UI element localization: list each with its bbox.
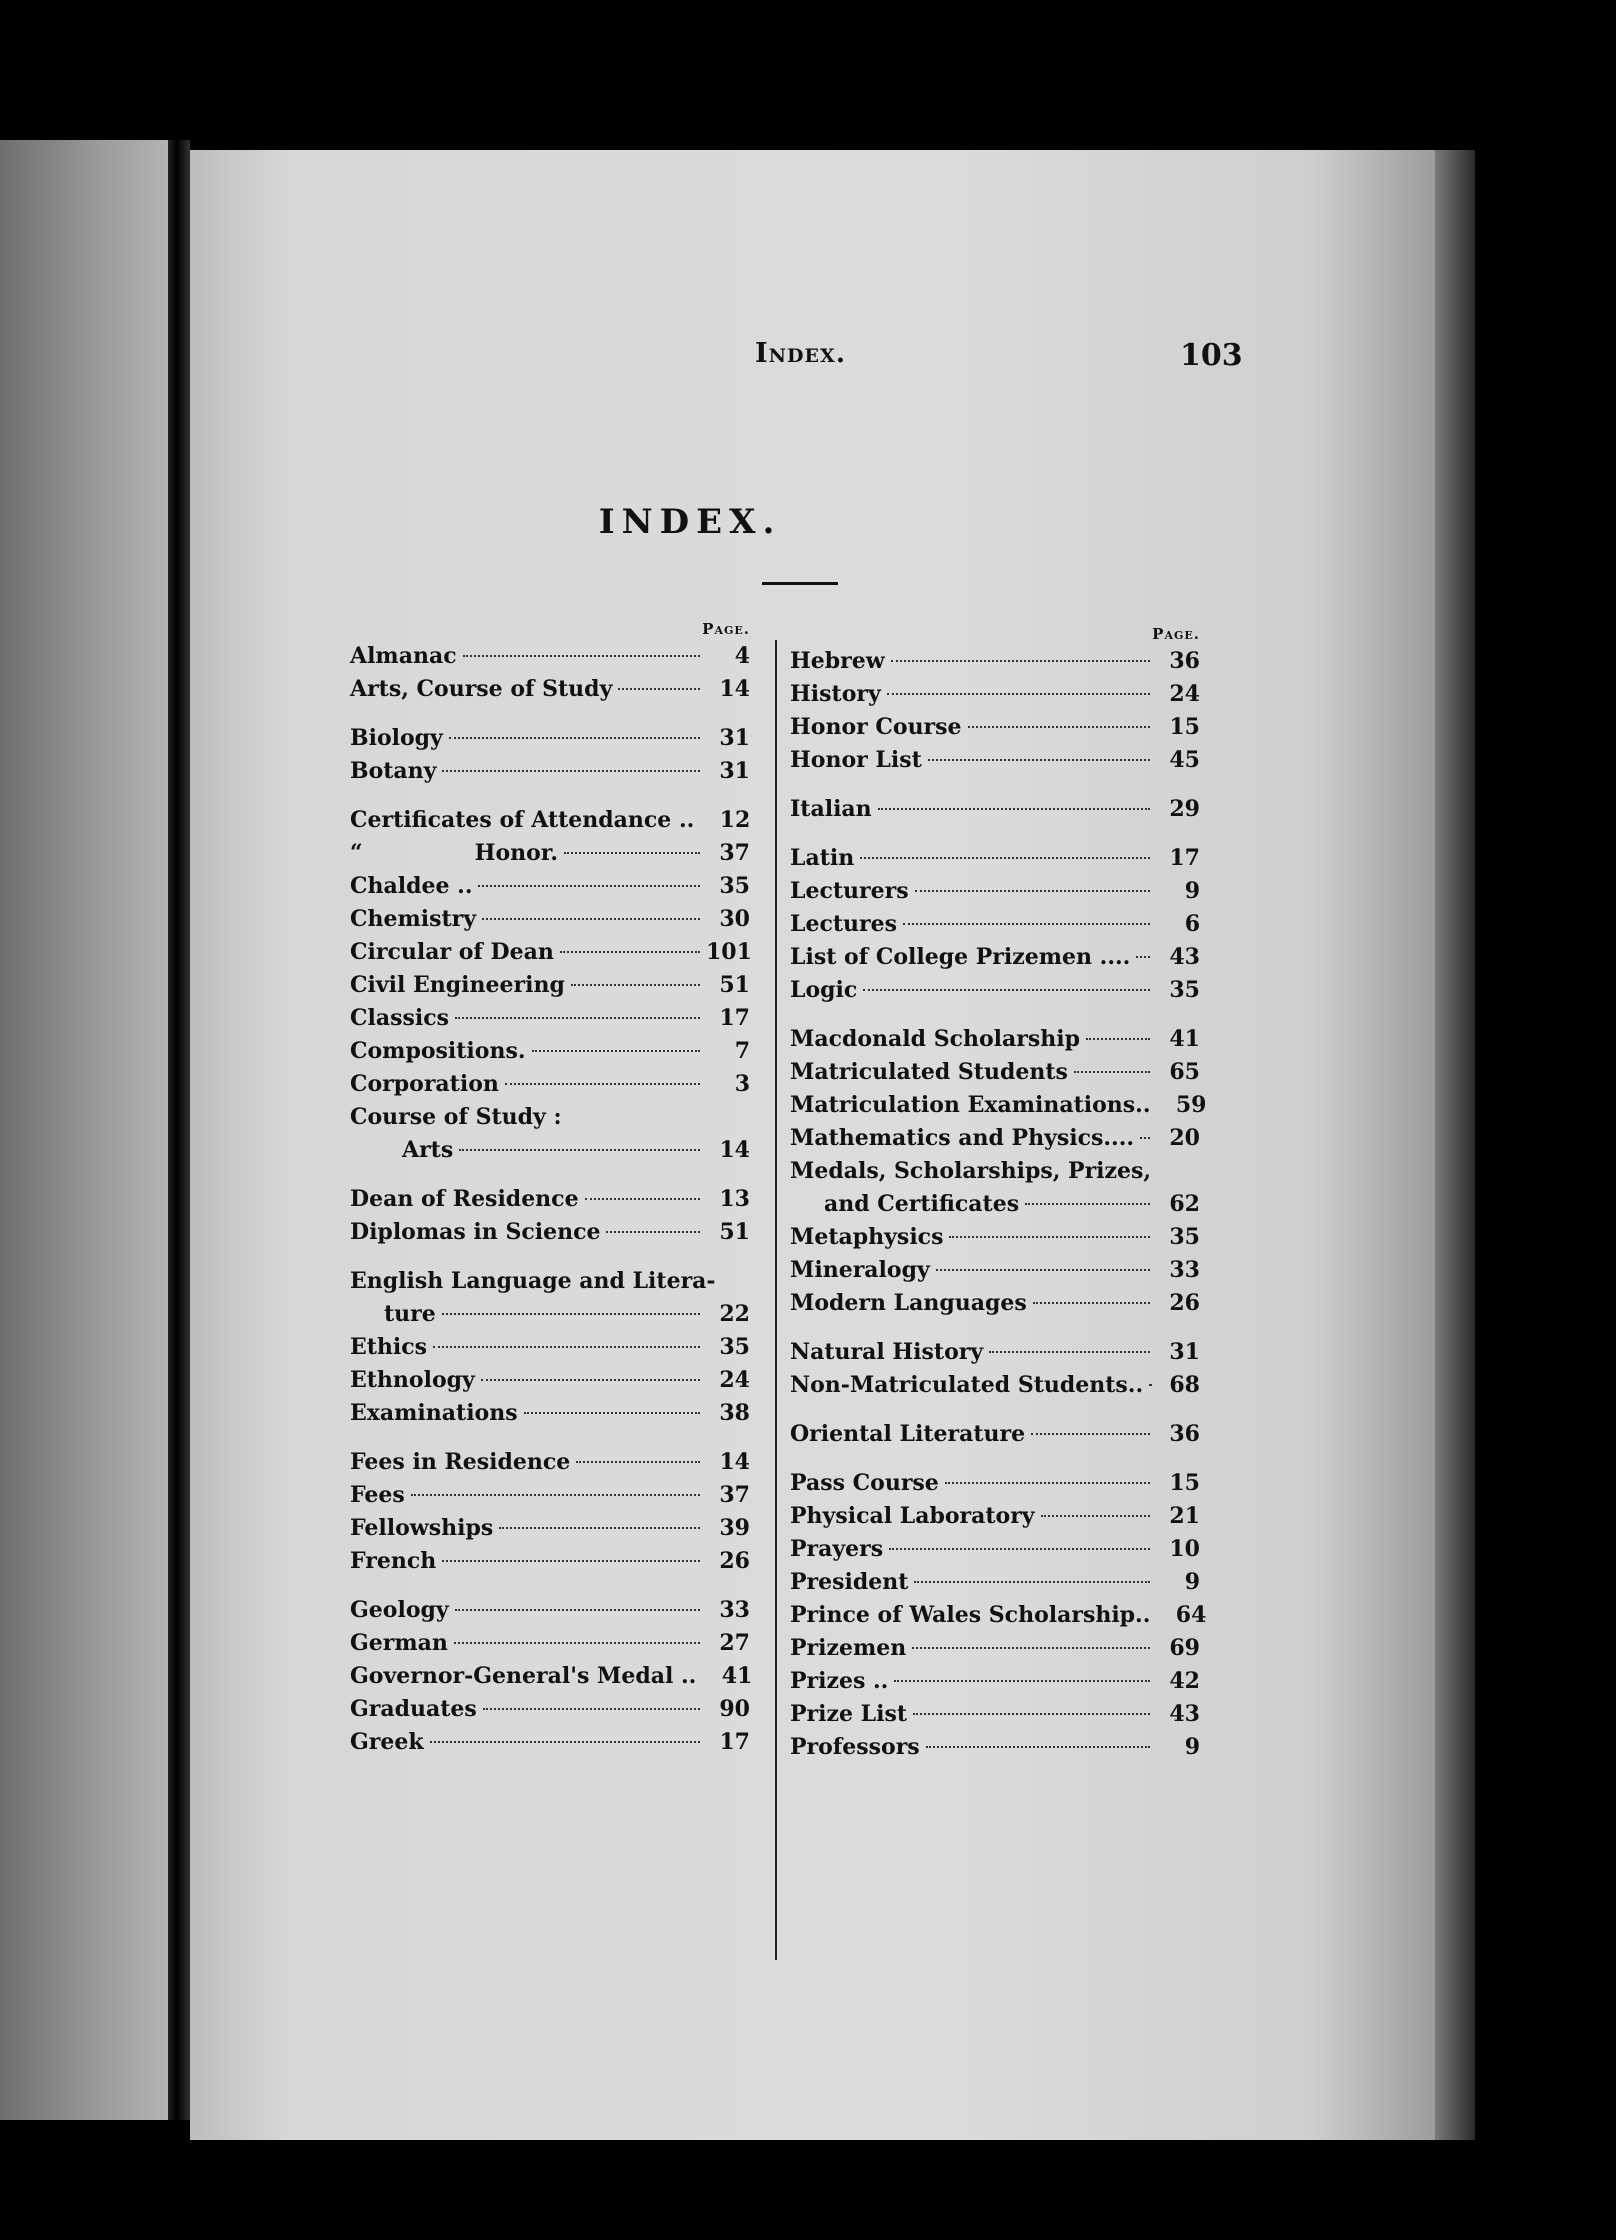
entry-term: Classics	[350, 1005, 450, 1031]
index-entry	[790, 842, 1200, 875]
entry-term: Graduates	[350, 1696, 477, 1722]
entry-page-number: 69	[1169, 1635, 1200, 1661]
index-entry	[350, 1331, 750, 1364]
entry-page-number: 20	[1169, 1125, 1200, 1151]
index-entry	[350, 1364, 750, 1397]
dot-leader	[560, 951, 700, 953]
dot-leader	[989, 1351, 1150, 1353]
index-entry	[350, 1397, 750, 1430]
dot-leader	[887, 693, 1150, 695]
index-entry	[790, 1023, 1200, 1056]
index-entry	[790, 1056, 1200, 1089]
index-entry	[790, 1188, 1200, 1221]
dot-leader	[914, 1581, 1150, 1583]
dot-leader	[945, 1482, 1150, 1484]
entry-term: Matriculation Examinations..	[790, 1092, 1151, 1118]
entry-term: Honor Course	[790, 714, 962, 740]
entry-term: Lectures	[790, 911, 897, 937]
index-column-right	[790, 625, 1207, 1764]
entry-page-number: 7	[734, 1038, 750, 1064]
entry-term: Mathematics and Physics....	[790, 1125, 1135, 1151]
dot-leader	[411, 1494, 700, 1496]
index-entry	[790, 1566, 1200, 1599]
dot-leader	[442, 770, 700, 772]
dot-leader	[499, 1527, 700, 1529]
dot-leader	[442, 1313, 700, 1315]
dot-leader	[483, 1708, 700, 1710]
index-entry	[790, 1599, 1207, 1632]
index-entry	[790, 1221, 1200, 1254]
index-entry	[350, 1545, 750, 1578]
entry-term: Pass Course	[790, 1470, 939, 1496]
entry-term: Prizes ..	[790, 1668, 889, 1694]
entry-term: Geology	[350, 1597, 449, 1623]
entry-page-number: 51	[719, 972, 750, 998]
index-entry	[790, 1122, 1200, 1155]
entry-term: President	[790, 1569, 909, 1595]
index-entry	[350, 673, 750, 706]
dot-leader	[968, 726, 1150, 728]
entry-term: Governor-General's Medal ..	[350, 1663, 697, 1689]
index-entry	[790, 875, 1200, 908]
entry-page-number: 68	[1169, 1372, 1200, 1398]
entry-page-number: 10	[1169, 1536, 1200, 1562]
index-entry	[350, 1479, 750, 1512]
entry-term: History	[790, 681, 881, 707]
entry-term: Botany	[350, 758, 437, 784]
entry-page-number: 15	[1169, 1470, 1200, 1496]
entry-term: Course of Study :	[350, 1104, 562, 1130]
entry-gap	[790, 777, 1200, 793]
dot-leader	[1140, 1137, 1150, 1139]
index-entry	[350, 1512, 750, 1545]
entry-page-number: 64	[1175, 1602, 1207, 1628]
entry-term: Oriental Literature	[790, 1421, 1026, 1447]
entry-page-number: 37	[719, 1482, 750, 1508]
index-entry	[350, 1216, 750, 1249]
index-entry	[350, 640, 750, 673]
dot-leader	[459, 1149, 700, 1151]
entry-page-number: 27	[719, 1630, 750, 1656]
index-entry	[790, 1369, 1200, 1402]
dot-leader	[449, 737, 700, 739]
entry-term: Matriculated Students	[790, 1059, 1068, 1085]
entry-term: ture	[384, 1301, 436, 1327]
entry-page-number: 21	[1169, 1503, 1200, 1529]
index-entry	[350, 1446, 750, 1479]
index-entry	[350, 1594, 750, 1627]
index-entry	[790, 1731, 1200, 1764]
entry-page-number: 101	[706, 939, 752, 965]
index-entry	[350, 1134, 750, 1167]
index-entry	[790, 1418, 1200, 1451]
running-title: Index.	[755, 338, 847, 369]
page-column-header: Page.	[702, 620, 750, 638]
index-entry	[790, 1254, 1200, 1287]
index-entry	[350, 1183, 750, 1216]
entry-gap	[350, 1430, 750, 1446]
index-entry	[350, 969, 750, 1002]
index-entry	[790, 793, 1200, 826]
entry-term: Corporation	[350, 1071, 499, 1097]
dot-leader	[1149, 1384, 1150, 1386]
entry-term: Physical Laboratory	[790, 1503, 1035, 1529]
entry-term: Lecturers	[790, 878, 909, 904]
entry-term: Honor List	[790, 747, 922, 773]
entry-page-number: 13	[719, 1186, 750, 1212]
dot-leader	[478, 885, 700, 887]
entry-term: English Language and Litera-	[350, 1268, 716, 1294]
page-number: 103	[1180, 338, 1243, 373]
dot-leader	[903, 923, 1150, 925]
entry-page-number: 14	[719, 1137, 750, 1163]
dot-leader	[571, 984, 700, 986]
index-entry	[350, 870, 750, 903]
dot-leader	[430, 1741, 700, 1743]
dot-leader	[505, 1083, 700, 1085]
entry-page-number: 43	[1169, 1701, 1200, 1727]
dot-leader	[532, 1050, 701, 1052]
entry-term: Circular of Dean	[350, 939, 554, 965]
dot-leader	[454, 1642, 700, 1644]
entry-term: Professors	[790, 1734, 920, 1760]
index-entry	[350, 1298, 750, 1331]
dot-leader	[889, 1548, 1150, 1550]
entry-term: Fellowships	[350, 1515, 494, 1541]
entry-page-number: 14	[719, 1449, 750, 1475]
entry-page-number: 90	[719, 1696, 750, 1722]
entry-term: Diplomas in Science	[350, 1219, 601, 1245]
entry-term: Prizemen	[790, 1635, 907, 1661]
entry-gap	[350, 1167, 750, 1183]
dot-leader	[878, 808, 1150, 810]
entry-page-number: 31	[719, 725, 750, 751]
index-entry	[350, 1693, 750, 1726]
entry-page-number: 35	[719, 873, 750, 899]
entry-term: Fees	[350, 1482, 405, 1508]
entry-term: German	[350, 1630, 448, 1656]
entry-term: Almanac	[350, 643, 457, 669]
entry-term: Ethnology	[350, 1367, 475, 1393]
dot-leader	[915, 890, 1150, 892]
entry-page-number: 62	[1169, 1191, 1200, 1217]
dot-leader	[433, 1346, 700, 1348]
ditto-mark: “	[350, 840, 363, 866]
entry-term: Greek	[350, 1729, 424, 1755]
entry-term: Ethics	[350, 1334, 428, 1360]
entry-page-number: 36	[1169, 1421, 1200, 1447]
entry-page-number: 26	[719, 1548, 750, 1574]
entry-term: Examinations	[350, 1400, 518, 1426]
column-divider	[775, 640, 777, 1960]
entry-page-number: 9	[1184, 1734, 1200, 1760]
dot-leader	[564, 852, 700, 854]
page-shadow-edge	[1435, 150, 1475, 2140]
index-entry	[350, 837, 750, 870]
entry-page-number: 31	[1169, 1339, 1200, 1365]
index-entry	[790, 941, 1200, 974]
entry-page-number: 29	[1169, 796, 1200, 822]
dot-leader	[913, 1713, 1150, 1715]
index-entry	[790, 711, 1200, 744]
entry-term: French	[350, 1548, 437, 1574]
entry-page-number: 33	[719, 1597, 750, 1623]
index-page	[190, 150, 1435, 2140]
index-entry	[350, 1660, 753, 1693]
entry-term: Compositions.	[350, 1038, 526, 1064]
entry-term: Prayers	[790, 1536, 884, 1562]
entry-term: Civil Engineering	[350, 972, 565, 998]
dot-leader	[926, 1746, 1150, 1748]
title-rule	[762, 582, 838, 585]
entry-term: Latin	[790, 845, 855, 871]
index-entry	[350, 903, 750, 936]
entry-page-number: 30	[719, 906, 750, 932]
entry-term: Chaldee ..	[350, 873, 473, 899]
dot-leader	[524, 1412, 700, 1414]
dot-leader	[863, 989, 1150, 991]
entry-term: Certificates of Attendance ..	[350, 807, 695, 833]
dot-leader	[576, 1461, 700, 1463]
entry-page-number: 12	[719, 807, 751, 833]
dot-leader	[463, 655, 700, 657]
index-entry	[350, 1101, 750, 1134]
dot-leader	[936, 1269, 1150, 1271]
index-entry	[350, 722, 750, 755]
entry-gap	[790, 1402, 1200, 1418]
index-entry	[790, 744, 1200, 777]
entry-term: Medals, Scholarships, Prizes,	[790, 1158, 1152, 1184]
entry-gap	[790, 1451, 1200, 1467]
entry-term: Metaphysics	[790, 1224, 944, 1250]
index-entry	[350, 1002, 750, 1035]
entry-term: Macdonald Scholarship	[790, 1026, 1080, 1052]
entry-page-number: 14	[719, 676, 750, 702]
index-entry	[790, 1665, 1200, 1698]
index-entry	[350, 936, 750, 969]
entry-page-number: 9	[1184, 878, 1200, 904]
entry-page-number: 51	[719, 1219, 750, 1245]
entry-term: and Certificates	[824, 1191, 1020, 1217]
entry-gap	[350, 706, 750, 722]
dot-leader	[1033, 1302, 1150, 1304]
entry-page-number: 38	[719, 1400, 750, 1426]
entry-gap	[350, 1578, 750, 1594]
index-entry	[790, 1533, 1200, 1566]
entry-term: Non-Matriculated Students..	[790, 1372, 1144, 1398]
dot-leader	[891, 660, 1150, 662]
entry-term: Hebrew	[790, 648, 885, 674]
index-entry	[350, 1265, 750, 1298]
dot-leader	[860, 857, 1150, 859]
entry-term: Logic	[790, 977, 858, 1003]
dot-leader	[618, 688, 700, 690]
index-entry	[790, 1287, 1200, 1320]
entry-page-number: 39	[719, 1515, 750, 1541]
index-entry	[350, 755, 750, 788]
dot-leader	[1074, 1071, 1150, 1073]
index-column-left	[350, 620, 753, 1759]
entry-term: Natural History	[790, 1339, 984, 1365]
dot-leader	[481, 1379, 700, 1381]
entry-page-number: 41	[1169, 1026, 1200, 1052]
entry-page-number: 59	[1175, 1092, 1207, 1118]
index-entry	[790, 1089, 1207, 1122]
entry-term: Chemistry	[350, 906, 477, 932]
entry-page-number: 36	[1169, 648, 1200, 674]
entry-term: Mineralogy	[790, 1257, 930, 1283]
dot-leader	[482, 918, 700, 920]
entry-term: Dean of Residence	[350, 1186, 579, 1212]
index-entry	[790, 678, 1200, 711]
entry-page-number: 35	[1169, 977, 1200, 1003]
dot-leader	[894, 1680, 1150, 1682]
index-entry	[350, 1726, 750, 1759]
dot-leader	[1041, 1515, 1150, 1517]
entry-page-number: 37	[719, 840, 750, 866]
index-entry	[790, 645, 1200, 678]
entry-gap	[790, 1320, 1200, 1336]
entry-gap	[790, 826, 1200, 842]
entry-term: Arts, Course of Study	[350, 676, 613, 702]
facing-page-edge	[0, 140, 178, 2120]
dot-leader	[585, 1198, 700, 1200]
entry-page-number: 17	[719, 1729, 750, 1755]
dot-leader	[928, 759, 1150, 761]
entry-page-number: 42	[1169, 1668, 1200, 1694]
entry-page-number: 35	[719, 1334, 750, 1360]
dot-leader	[455, 1017, 700, 1019]
dot-leader	[1086, 1038, 1150, 1040]
entry-page-number: 35	[1169, 1224, 1200, 1250]
dot-leader	[949, 1236, 1150, 1238]
dot-leader	[455, 1609, 700, 1611]
index-entry	[790, 1632, 1200, 1665]
dot-leader	[1136, 956, 1150, 958]
page-title: INDEX.	[598, 502, 782, 542]
entry-page-number: 24	[719, 1367, 750, 1393]
entry-term: Prize List	[790, 1701, 908, 1727]
entry-page-number: 45	[1169, 747, 1200, 773]
entry-page-number: 9	[1184, 1569, 1200, 1595]
entry-page-number: 24	[1169, 681, 1200, 707]
entry-term: Modern Languages	[790, 1290, 1027, 1316]
entry-gap	[790, 1007, 1200, 1023]
entry-term: Honor.	[474, 840, 559, 866]
entry-term: Arts	[402, 1137, 454, 1163]
index-entry	[350, 1068, 750, 1101]
dot-leader	[1025, 1203, 1150, 1205]
entry-page-number: 15	[1169, 714, 1200, 740]
entry-page-number: 22	[719, 1301, 750, 1327]
index-entry	[790, 1467, 1200, 1500]
entry-page-number: 26	[1169, 1290, 1200, 1316]
index-entry	[790, 908, 1200, 941]
entry-page-number: 6	[1184, 911, 1200, 937]
entry-page-number: 41	[721, 1663, 753, 1689]
entry-term: Biology	[350, 725, 443, 751]
entry-page-number: 43	[1169, 944, 1200, 970]
entry-page-number: 17	[1169, 845, 1200, 871]
dot-leader	[606, 1231, 700, 1233]
entry-page-number: 31	[719, 758, 750, 784]
entry-term: Fees in Residence	[350, 1449, 571, 1475]
entry-gap	[350, 788, 750, 804]
entry-page-number: 33	[1169, 1257, 1200, 1283]
book-gutter	[168, 140, 190, 2120]
entry-term: Italian	[790, 796, 872, 822]
entry-term: List of College Prizemen ....	[790, 944, 1131, 970]
dot-leader	[1031, 1433, 1150, 1435]
index-entry	[790, 1500, 1200, 1533]
index-entry	[790, 974, 1200, 1007]
entry-page-number: 4	[734, 643, 750, 669]
page-column-header: Page.	[1152, 625, 1200, 643]
index-entry	[790, 1698, 1200, 1731]
dot-leader	[912, 1647, 1150, 1649]
entry-term: Prince of Wales Scholarship..	[790, 1602, 1151, 1628]
entry-page-number: 3	[734, 1071, 750, 1097]
entry-gap	[350, 1249, 750, 1265]
index-entry	[350, 804, 750, 837]
entry-page-number: 17	[719, 1005, 750, 1031]
index-entry	[790, 1336, 1200, 1369]
index-entry	[350, 1035, 750, 1068]
index-entry	[790, 1155, 1200, 1188]
dot-leader	[442, 1560, 700, 1562]
entry-page-number: 65	[1169, 1059, 1200, 1085]
index-entry	[350, 1627, 750, 1660]
